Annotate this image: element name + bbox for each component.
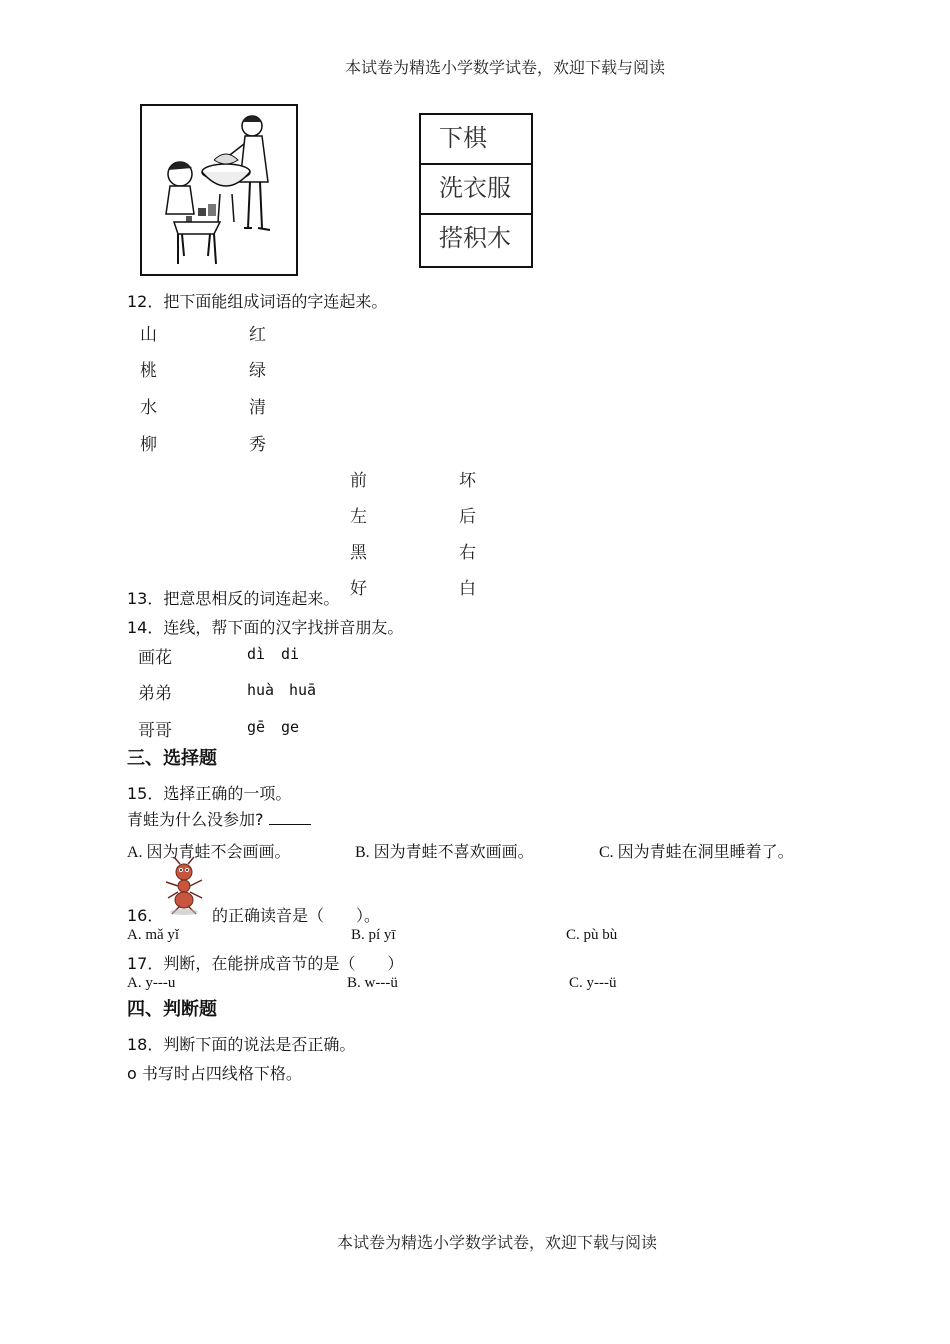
q17-option-c[interactable]: C. y---ü [569, 975, 617, 991]
section-title-choice: 三、选择题 [127, 748, 217, 769]
q12-left-char[interactable]: 水 [140, 398, 157, 418]
q12-right-char[interactable]: 红 [249, 325, 266, 345]
word-cell[interactable]: 洗衣服 [421, 165, 531, 215]
q17-option-b[interactable]: B. w---ü [347, 975, 398, 991]
q15-question [127, 807, 311, 830]
q14-pinyin[interactable]: huà [247, 681, 275, 699]
q13-right-word[interactable]: 右 [459, 543, 476, 563]
q16-option-b[interactable]: B. pí yī [351, 927, 396, 943]
page-footer: 本试卷为精选小学数学试卷，欢迎下载与阅读 [337, 1235, 658, 1252]
q12-left-char[interactable]: 桃 [140, 361, 157, 381]
q12-right-char[interactable]: 绿 [249, 361, 266, 381]
q14-word[interactable]: 哥哥 [138, 721, 172, 741]
q14-pinyin[interactable]: dì [247, 645, 266, 663]
q13-left-word[interactable]: 好 [350, 579, 367, 599]
word-cell[interactable]: 下棋 [421, 115, 531, 165]
q14-pinyin[interactable]: gē [247, 718, 266, 736]
q15-option-a[interactable]: A. 因为青蛙不会画画。 [127, 844, 291, 861]
q16-option-a[interactable]: A. mǎ yǐ [127, 927, 180, 943]
section-title-judgement: 四、判断题 [127, 999, 217, 1020]
q15-option-b[interactable]: B. 因为青蛙不喜欢画画。 [355, 844, 534, 861]
q14-word[interactable]: 画花 [138, 648, 172, 668]
q12-prompt: 12．把下面能组成词语的字连起来。 [127, 292, 388, 311]
q13-prompt: 13．把意思相反的词连起来。 [127, 589, 340, 608]
q16-number: 16． [127, 906, 164, 925]
q14-pinyin[interactable]: huā [289, 681, 317, 699]
chore-word-box [419, 113, 533, 268]
q13-left-word[interactable]: 左 [350, 507, 367, 527]
illustration-children-chores [140, 104, 298, 276]
answer-blank[interactable] [269, 810, 311, 825]
q14-pinyin[interactable]: ge [281, 718, 300, 736]
q18-statement: o 书写时占四线格下格。 [127, 1064, 302, 1083]
q18-prompt: 18．判断下面的说法是否正确。 [127, 1035, 356, 1054]
q12-right-char[interactable]: 清 [249, 398, 266, 418]
page-header: 本试卷为精选小学数学试卷，欢迎下载与阅读 [345, 60, 666, 77]
q16-prompt: 的正确读音是（ ）。 [212, 906, 381, 925]
q13-right-word[interactable]: 后 [459, 507, 476, 527]
q12-left-char[interactable]: 柳 [140, 435, 157, 455]
q14-word[interactable]: 弟弟 [138, 684, 172, 704]
q13-right-word[interactable]: 坏 [459, 471, 476, 491]
q14-prompt: 14．连线，帮下面的汉字找拼音朋友。 [127, 618, 404, 637]
ant-icon [162, 856, 208, 916]
q17-prompt: 17．判断，在能拼成音节的是（ ） [127, 954, 404, 973]
q13-right-word[interactable]: 白 [459, 579, 476, 599]
q16-option-c[interactable]: C. pù bù [566, 927, 618, 943]
q13-left-word[interactable]: 黑 [350, 543, 367, 563]
q12-right-char[interactable]: 秀 [249, 435, 266, 455]
q12-left-char[interactable]: 山 [140, 325, 157, 345]
q15-option-c[interactable]: C. 因为青蛙在洞里睡着了。 [599, 844, 794, 861]
q17-option-a[interactable]: A. y---u [127, 975, 176, 991]
q13-left-word[interactable]: 前 [350, 471, 367, 491]
q14-pinyin[interactable]: di [281, 645, 300, 663]
q15-prompt: 15．选择正确的一项。 [127, 784, 292, 803]
word-cell[interactable]: 搭积木 [439, 224, 511, 252]
q15-question-text: 青蛙为什么没参加? [127, 810, 264, 829]
